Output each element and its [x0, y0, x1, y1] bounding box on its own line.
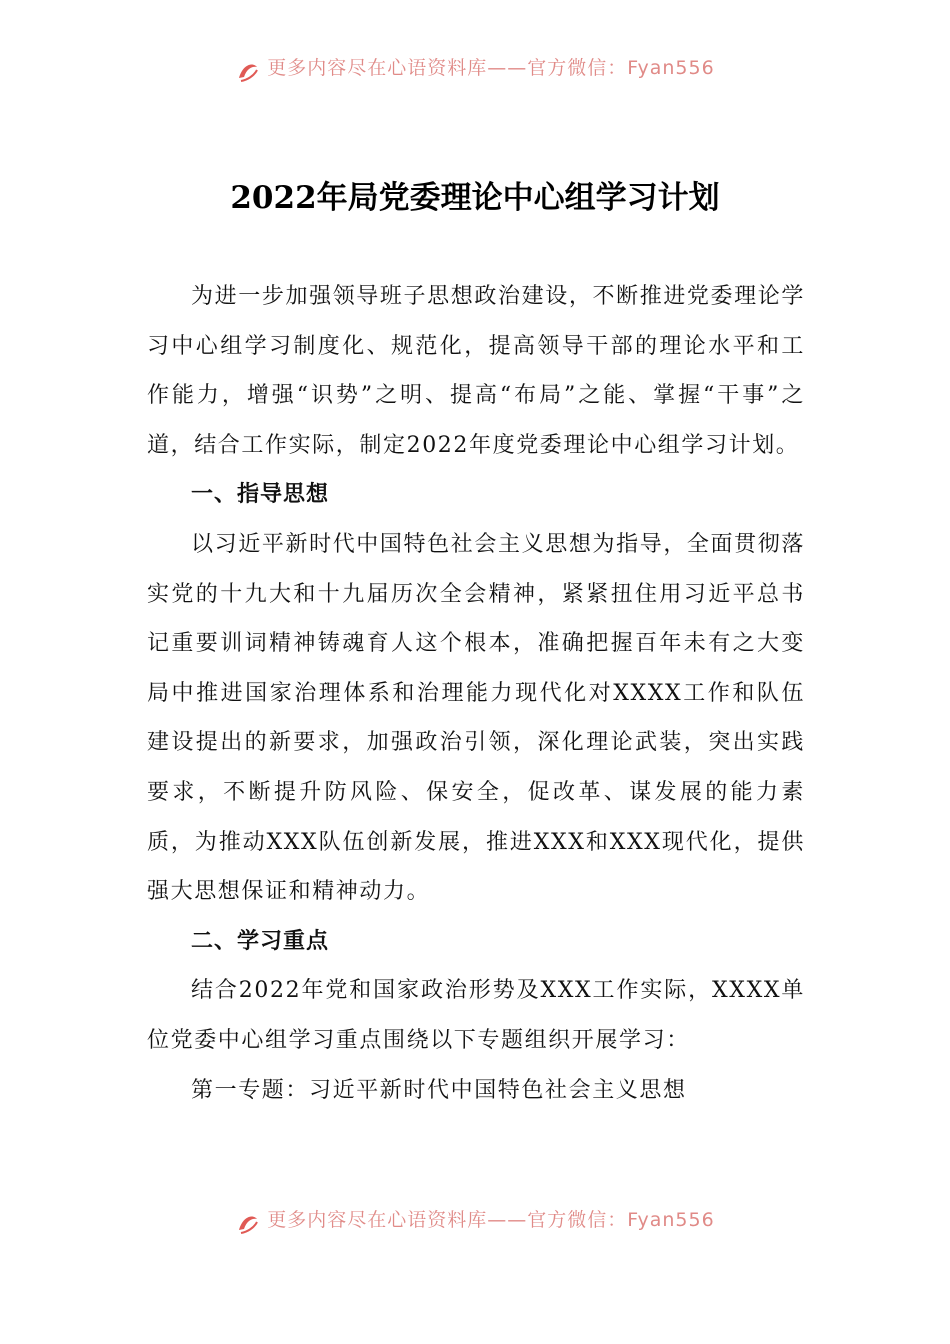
watermark-footer — [0, 1208, 950, 1238]
intro-paragraph: 为进一步加强领导班子思想政治建设，不断推进党委理论学习中心组学习制度化、规范化，提高领导干部的理论水平和工作能力，增强“识势”之明、提高“布局”之能、掌握“干事”之道，结合工作实际，制定2022年度党委理论中心组学习计划。 — [147, 284, 805, 458]
section-heading-guiding-ideology: 一、指导思想 — [191, 482, 330, 508]
study-focus-paragraph: 结合2022年党和国家政治形势及XXX工作实际，XXXX单位党委中心组学习重点围绕以下专题组织开展学习： — [147, 978, 805, 1053]
watermark-text: 更多内容尽在心语资料库——官方微信：Fyan556 — [267, 56, 715, 79]
document-title: 2022年局党委理论中心组学习计划 — [230, 180, 720, 216]
document-body — [147, 272, 805, 1115]
watermark-logo-icon — [235, 58, 261, 84]
guiding-ideology-paragraph: 以习近平新时代中国特色社会主义思想为指导，全面贯彻落实党的十九大和十九届历次全会精神，紧紧扭住用习近平总书记重要训词精神铸魂育人这个根本，准确把握百年未有之大变局中推进国家治理体系和治理能力现代化对XXXX工作和队伍建设提出的新要求，加强政治引领，深化理论武装，突出实践要求，不断提升防风险、保安全，促改革、谋发展的能力素质，为推动XXX队伍创新发展，推进XXX和XXX现代化，提供强大思想保证和精神动力。 — [147, 531, 805, 905]
topic-one-line: 第一专题：习近平新时代中国特色社会主义思想 — [191, 1077, 687, 1103]
watermark-header — [0, 56, 950, 86]
watermark-logo-icon — [235, 1210, 261, 1236]
section-heading-study-focus: 二、学习重点 — [191, 928, 330, 954]
watermark-text: 更多内容尽在心语资料库——官方微信：Fyan556 — [267, 1208, 715, 1231]
